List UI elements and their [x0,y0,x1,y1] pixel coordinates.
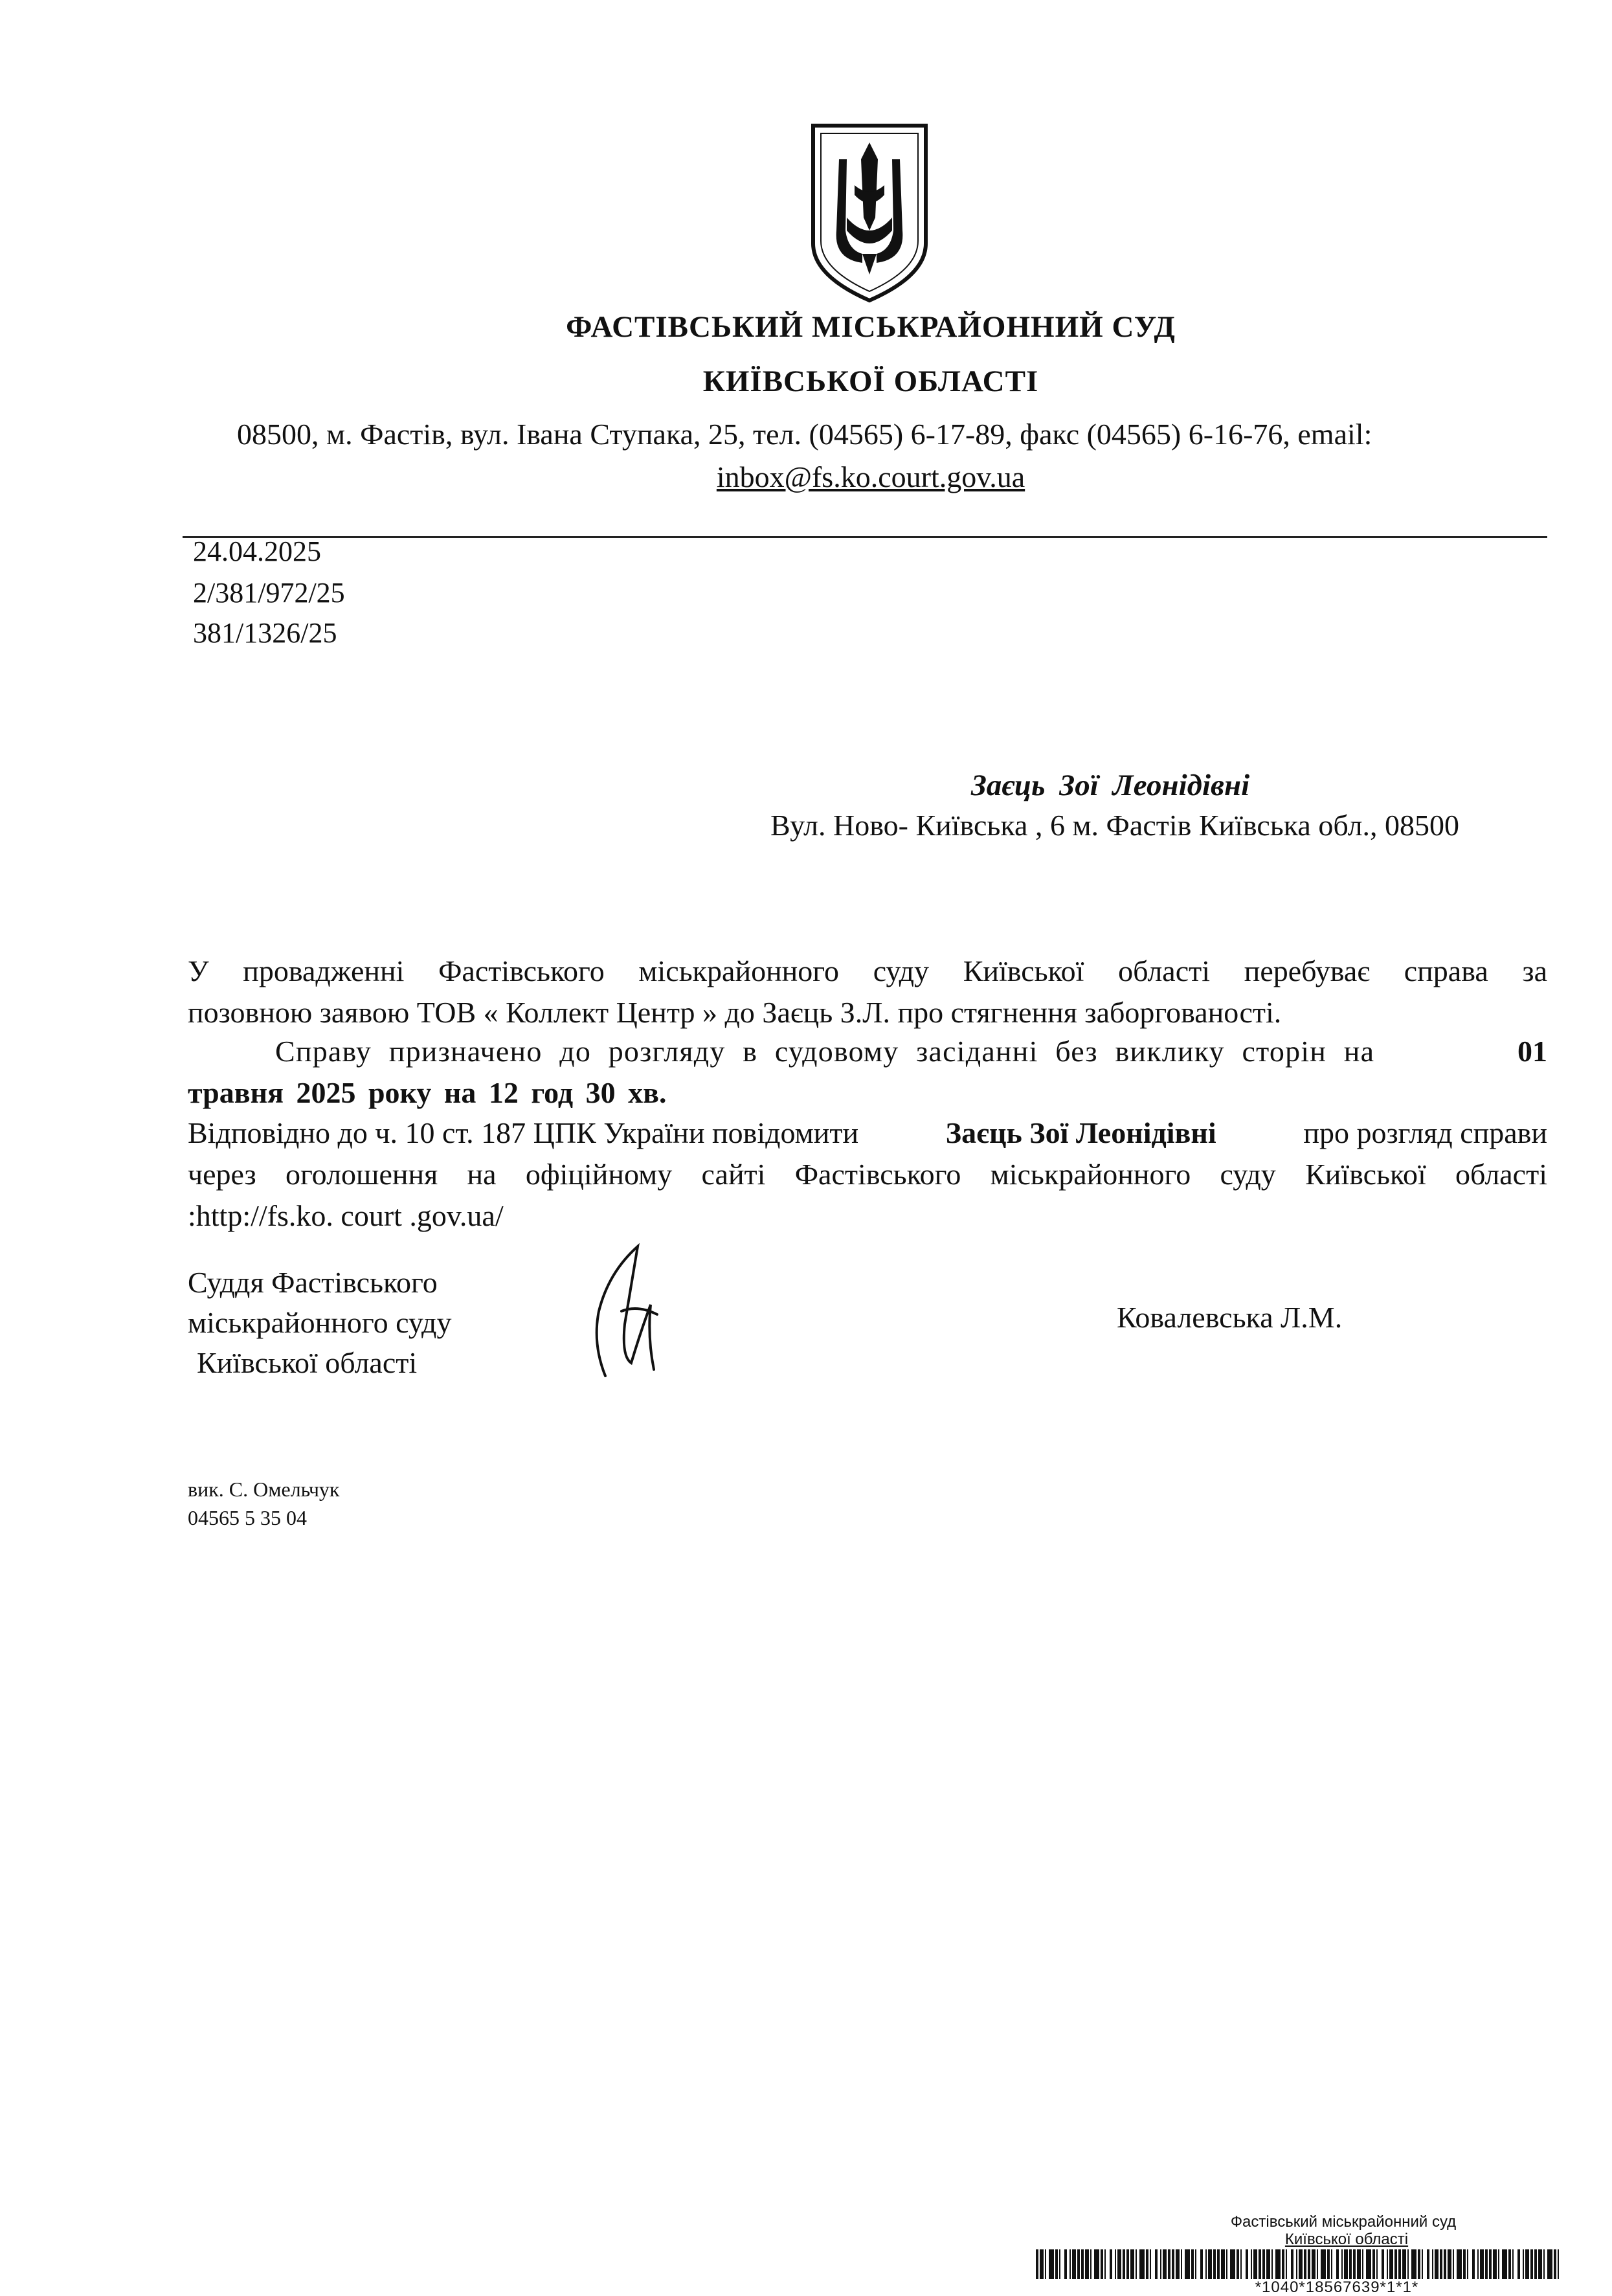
barcode-bar [1480,2249,1484,2279]
court-name-heading: ФАСТІВСЬКИЙ МІСЬКРАЙОННИЙ СУД [566,310,1176,344]
barcode-bar [1217,2249,1220,2279]
judge-title-line: Київської області [197,1346,418,1379]
barcode-bar [1493,2249,1497,2279]
barcode-bar [1081,2249,1084,2279]
barcode-bar [1382,2249,1384,2279]
barcode-bar [1317,2249,1318,2279]
hearing-text: Справу призначено до розгляду в судовому засіданні без виклику сторін на [275,1035,1375,1068]
barcode-bar [1150,2249,1151,2279]
court-website-link[interactable]: :http://fs.ko. court .gov.ua/ [188,1199,504,1232]
body-paragraph-3 [188,1112,1547,1237]
barcode-bar [1251,2249,1252,2279]
barcode-bar [1049,2249,1054,2279]
barcode-bar [1543,2249,1545,2279]
barcode-bar [1353,2249,1356,2279]
barcode-bar [1208,2249,1212,2279]
barcode-bar [1321,2249,1326,2279]
barcode-bar [1547,2249,1552,2279]
executor-name: вик. С. Омельчук [188,1478,340,1501]
body-paragraph-1 [188,951,1547,1033]
barcode-bar [1418,2249,1420,2279]
barcode-bar [1366,2249,1371,2279]
recipient-name-inline: Заєць Зої Леонідівні [945,1116,1216,1149]
barcode-bar [1136,2249,1137,2279]
barcode-bar [1327,2249,1330,2279]
barcode-bar [1205,2249,1207,2279]
barcode-bar [1489,2249,1492,2279]
barcode-bar [1517,2249,1520,2279]
barcode-bar [1090,2249,1091,2279]
barcode-bar [1376,2249,1378,2279]
barcode-bar [1440,2249,1442,2279]
barcode-bar [1246,2249,1248,2279]
barcode-bar [1101,2249,1103,2279]
barcode-bar [1534,2249,1537,2279]
judge-title-block [188,1263,451,1383]
barcode-bar [1312,2249,1315,2279]
barcode-bar [1115,2249,1116,2279]
barcode-bar [1299,2249,1303,2279]
barcode-bar [1271,2249,1273,2279]
barcode-bar [1538,2249,1542,2279]
body-line: позовною заявою ТОВ « Коллект Центр » до Заєць З.Л. про стягнення заборгованості. [188,996,1282,1029]
barcode-bar [1266,2249,1270,2279]
barcode-bar [1176,2249,1180,2279]
barcode-bar [1181,2249,1182,2279]
judge-title-line: міськрайонного суду [188,1306,452,1339]
barcode-bar [1226,2249,1227,2279]
barcode-bar [1444,2249,1446,2279]
barcode-bar [1296,2249,1297,2279]
stamp-region: Київської області [1284,2231,1409,2248]
barcode-bar [1558,2249,1559,2279]
barcode-bar [1512,2249,1514,2279]
barcode-bar [1282,2249,1284,2279]
hearing-date-time: травня 2025 року на 12 год 30 хв. [188,1076,667,1109]
handwritten-signature [586,1233,677,1382]
barcode-bar [1160,2249,1161,2279]
barcode-bar [1308,2249,1310,2279]
barcode-bar [1523,2249,1524,2279]
barcode-bar [1055,2249,1058,2279]
barcode-bar [1402,2249,1406,2279]
stamp-court-name: Фастівський міськрайонний суд [1230,2213,1457,2231]
judge-title-line: Суддя Фастівського [188,1266,438,1299]
barcode-bar [1155,2249,1158,2279]
barcode-bar [1237,2249,1239,2279]
barcode-bar [1036,2249,1038,2279]
barcode-bar [1485,2249,1488,2279]
letter-ref-number: 2/381/972/25 [193,577,345,609]
legal-basis-text: Відповідно до ч. 10 ст. 187 ЦПК України повідомити [188,1116,859,1149]
letter-date: 24.04.2025 [193,535,321,567]
barcode-bar [1200,2249,1203,2279]
barcode-bar [1072,2249,1076,2279]
executor-phone: 04565 5 35 04 [188,1506,307,1529]
barcode-bar [1349,2249,1352,2279]
coat-of-arms-emblem [808,120,931,305]
barcode-bar [1221,2249,1225,2279]
barcode-bar [1467,2249,1468,2279]
header-divider [183,536,1547,538]
body-paragraph-2 [188,1031,1547,1114]
body-line: У провадженні Фастівського міськрайонного суду Київської області перебуває справа за [188,954,1547,987]
barcode-bar [1253,2249,1257,2279]
barcode-bar [1336,2249,1339,2279]
barcode-bar [1275,2249,1281,2279]
barcode-bar [1463,2249,1466,2279]
barcode-bar [1139,2249,1145,2279]
barcode-bar [1126,2249,1129,2279]
barcode [1036,2249,1560,2279]
barcode-bar [1213,2249,1216,2279]
barcode-bar [1230,2249,1235,2279]
barcode-bar [1344,2249,1348,2279]
barcode-bar [1094,2249,1099,2279]
barcode-bar [1508,2249,1511,2279]
barcode-bar [1427,2249,1429,2279]
registration-stamp [1036,2213,1560,2296]
recipient-address: Вул. Ново- Київська , 6 м. Фастів Київська обл., 08500 [770,809,1460,842]
barcode-bar [1357,2249,1361,2279]
barcode-bar [1291,2249,1293,2279]
barcode-bar [1394,2249,1397,2279]
barcode-bar [1059,2249,1060,2279]
court-region-heading: КИЇВСЬКОЇ ОБЛАСТІ [702,365,1039,398]
barcode-bar [1185,2249,1190,2279]
barcode-bar [1472,2249,1475,2279]
barcode-bar [1304,2249,1306,2279]
executor-block [188,1475,339,1532]
case-number: 381/1326/25 [193,617,337,649]
court-contact-address: 08500, м. Фастів, вул. Івана Ступака, 25, тел. (04565) 6-17-89, факс (04565) 6-16-76, email: [237,418,1372,451]
body-line: через оголошення на офіційному сайті Фастівського міськрайонного суду Київської області [188,1158,1547,1191]
barcode-bar [1498,2249,1499,2279]
barcode-bar [1069,2249,1071,2279]
barcode-bar [1372,2249,1375,2279]
recipient-name: Заєць Зої Леонідівні [971,769,1250,802]
barcode-bar [1331,2249,1332,2279]
barcode-bar [1422,2249,1423,2279]
barcode-bar [1077,2249,1080,2279]
barcode-bar [1262,2249,1265,2279]
barcode-bar [1191,2249,1194,2279]
barcode-bar [1085,2249,1089,2279]
barcode-bar [1448,2249,1451,2279]
hearing-day: 01 [1517,1035,1547,1068]
barcode-bar [1502,2249,1507,2279]
barcode-bar [1117,2249,1121,2279]
barcode-bar [1554,2249,1556,2279]
barcode-bar [1146,2249,1148,2279]
court-email-link[interactable]: inbox@fs.ko.court.gov.ua [716,460,1025,493]
barcode-bar [1407,2249,1409,2279]
barcode-bar [1387,2249,1388,2279]
barcode-bar [1411,2249,1416,2279]
barcode-bar [1110,2249,1112,2279]
judge-name: Ковалевська Л.М. [1117,1301,1343,1334]
barcode-bar [1130,2249,1134,2279]
barcode-bar [1064,2249,1067,2279]
barcode-bar [1123,2249,1125,2279]
barcode-bar [1398,2249,1401,2279]
barcode-bar [1286,2249,1287,2279]
barcode-bar [1389,2249,1393,2279]
barcode-bar [1477,2249,1479,2279]
barcode-bar [1040,2249,1044,2279]
barcode-bar [1259,2249,1261,2279]
barcode-bar [1530,2249,1533,2279]
barcode-bar [1525,2249,1529,2279]
notice-text: про розгляд справи [1303,1116,1547,1149]
stamp-barcode-number: *1040*18567639*1*1* [1255,2279,1419,2296]
barcode-bar [1432,2249,1433,2279]
barcode-bar [1172,2249,1174,2279]
barcode-bar [1045,2249,1046,2279]
barcode-bar [1341,2249,1343,2279]
barcode-bar [1195,2249,1196,2279]
barcode-bar [1362,2249,1363,2279]
barcode-bar [1240,2249,1242,2279]
barcode-bar [1453,2249,1454,2279]
barcode-bar [1104,2249,1106,2279]
barcode-bar [1163,2249,1167,2279]
barcode-bar [1168,2249,1170,2279]
barcode-bar [1457,2249,1462,2279]
barcode-bar [1435,2249,1438,2279]
